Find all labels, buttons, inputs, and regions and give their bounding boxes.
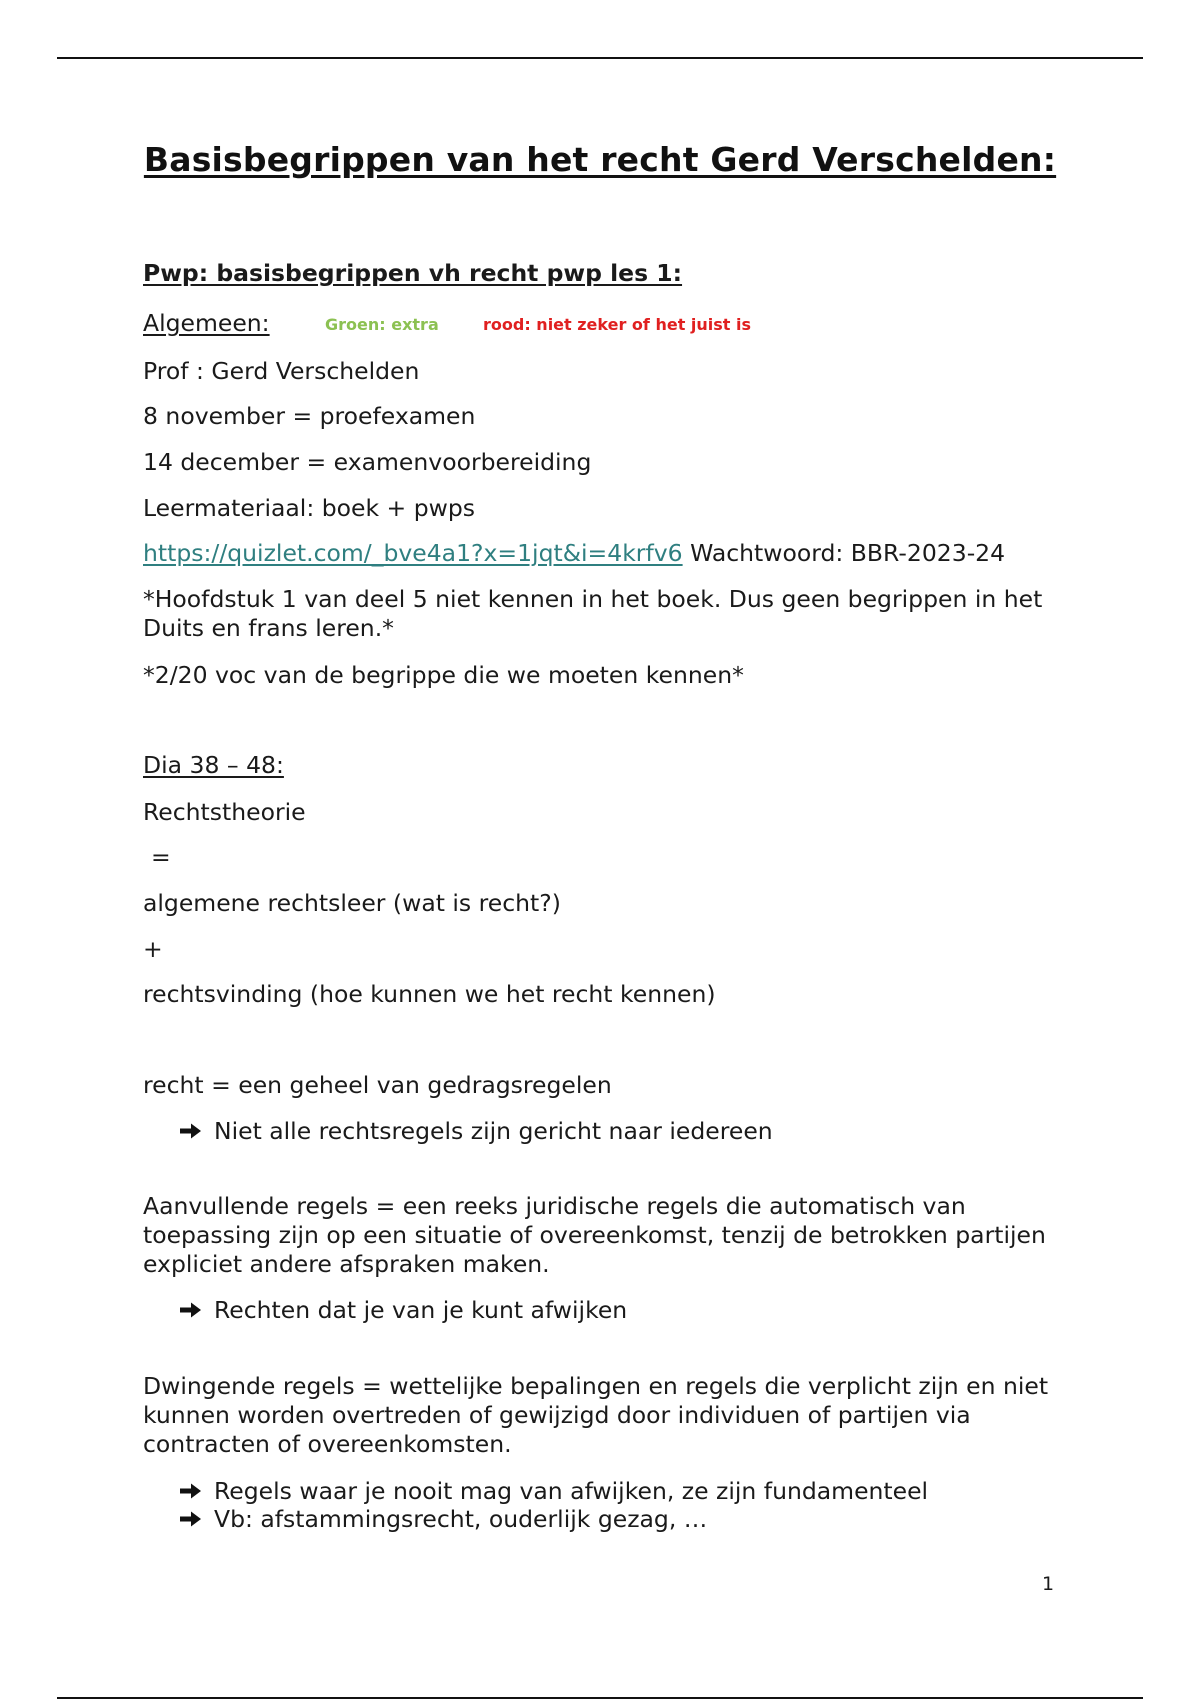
info-examenvoorbereiding: 14 december = examenvoorbereiding [143, 448, 592, 476]
dia-algemene-rechtsleer: algemene rechtsleer (wat is recht?) [143, 889, 561, 917]
dia-rechtstheorie: Rechtstheorie [143, 798, 306, 826]
legend-green: Groen: extra [325, 315, 439, 334]
header-rule [57, 57, 1143, 59]
dia-equals: = [151, 843, 171, 871]
algemeen-label: Algemeen: [143, 309, 270, 337]
bullet-item: Vb: afstammingsrecht, ouderlijk gezag, … [180, 1504, 707, 1534]
dia-heading: Dia 38 – 48: [143, 751, 284, 779]
quizlet-link[interactable]: https://quizlet.com/_bve4a1?x=1jqt&i=4krfv6 [143, 539, 683, 567]
quizlet-line [143, 538, 1005, 568]
info-leermateriaal: Leermateriaal: boek + pwps [143, 494, 476, 522]
note-voc: *2/20 voc van de begrippe die we moeten kennen* [143, 661, 744, 689]
bullet-item: Rechten dat je van je kunt afwijken [180, 1295, 627, 1325]
bullet-item: Niet alle rechtsregels zijn gericht naar iedereen [180, 1116, 773, 1146]
def-dwingende-regels: Dwingende regels = wettelijke bepalingen en regels die verplicht zijn en niet kunnen worden overtreden of gewijzigd door individuen of partijen via contracten of overeenkomsten. [143, 1372, 1049, 1458]
arrow-right-icon [180, 1301, 202, 1319]
def-aanvullende-regels: Aanvullende regels = een reeks juridische regels die automatisch van toepassing zijn op een situatie of overeenkomst, tenzij de betrokken partijen expliciet andere afspraken maken. [143, 1192, 1046, 1278]
info-proefexamen: 8 november = proefexamen [143, 402, 476, 430]
note-hoofdstuk: *Hoofdstuk 1 van deel 5 niet kennen in het boek. Dus geen begrippen in het Duits en frans leren.* [143, 585, 1043, 642]
footer-rule [57, 1697, 1143, 1699]
dia-plus: + [143, 935, 163, 963]
bullet-item: Regels waar je nooit mag van afwijken, ze zijn fundamenteel [180, 1476, 928, 1506]
page-title: Basisbegrippen van het recht Gerd Verschelden: [143, 140, 1057, 179]
page-number: 1 [1042, 1573, 1055, 1595]
section-heading: Pwp: basisbegrippen vh recht pwp les 1: [143, 259, 683, 287]
legend-red: rood: niet zeker of het juist is [483, 315, 752, 334]
def-recht: recht = een geheel van gedragsregelen [143, 1071, 612, 1099]
info-prof: Prof : Gerd Verschelden [143, 357, 420, 385]
arrow-right-icon [180, 1510, 202, 1528]
arrow-right-icon [180, 1122, 202, 1140]
dia-rechtsvinding: rechtsvinding (hoe kunnen we het recht kennen) [143, 980, 716, 1008]
arrow-right-icon [180, 1482, 202, 1500]
quizlet-password: Wachtwoord: BBR-2023-24 [690, 539, 1006, 567]
